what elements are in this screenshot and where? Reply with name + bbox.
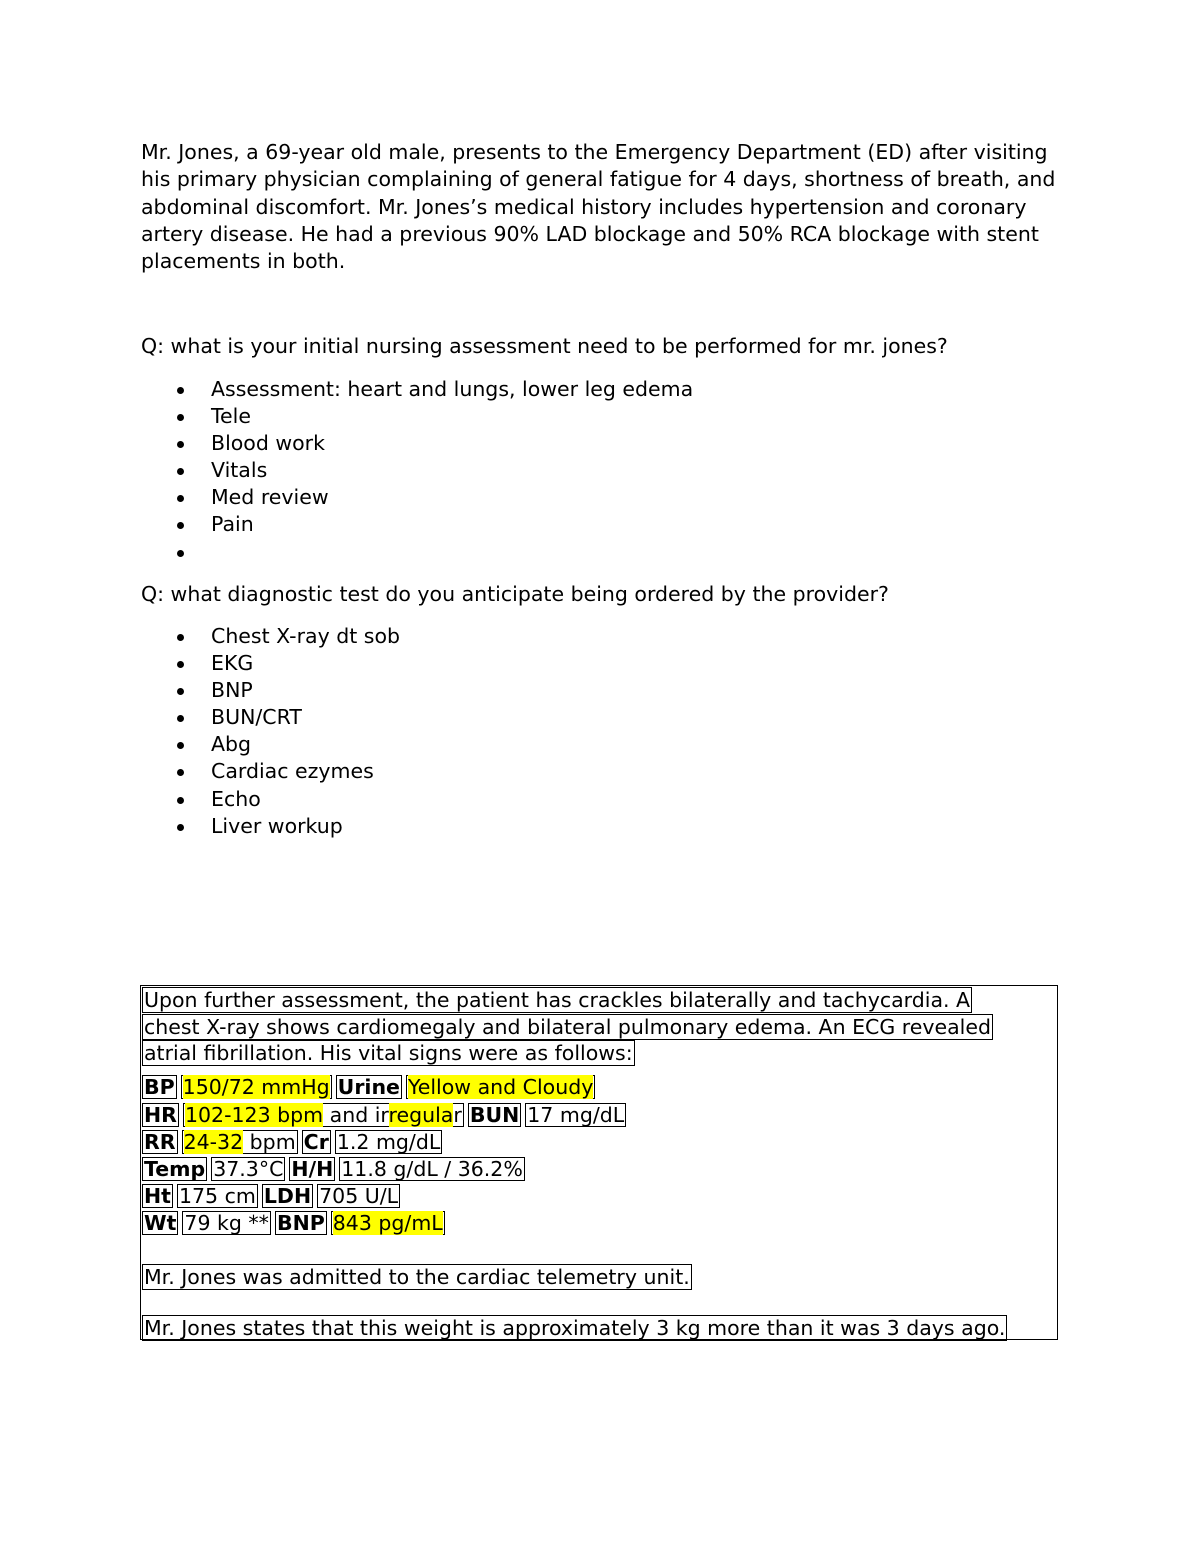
bullet-icon bbox=[177, 550, 184, 557]
list-item: BUN/CRT bbox=[141, 704, 400, 731]
vitals-row-bp bbox=[142, 1075, 599, 1101]
vital-value-rr: 24-32 bpm bbox=[183, 1130, 296, 1154]
vital-value-ldh: 705 U/L bbox=[319, 1184, 399, 1208]
list-item: Blood work bbox=[141, 430, 693, 457]
vital-label-rr: RR bbox=[144, 1130, 176, 1154]
vital-label-urine: Urine bbox=[337, 1075, 400, 1099]
bullet-icon bbox=[177, 797, 184, 804]
vital-value-bp: 150/72 mmHg bbox=[182, 1075, 330, 1099]
vital-value-cr: 1.2 mg/dL bbox=[336, 1130, 441, 1154]
list-item-empty bbox=[141, 539, 693, 566]
vital-value-wt: 79 kg ** bbox=[184, 1211, 269, 1235]
bullet-icon bbox=[177, 742, 184, 749]
vital-value-hr: 102-123 bpm and irregular bbox=[184, 1103, 462, 1127]
initial-assessment-list bbox=[141, 376, 693, 566]
list-item: Tele bbox=[141, 403, 693, 430]
bullet-icon bbox=[177, 468, 184, 475]
case-text-line: Upon further assessment, the patient has crackles bilaterally and tachycardia. A bbox=[144, 988, 971, 1012]
list-item: Echo bbox=[141, 786, 400, 813]
bullet-icon bbox=[177, 824, 184, 831]
vitals-row-temp bbox=[142, 1157, 529, 1183]
case-text-line: chest X-ray shows cardiomegaly and bilateral pulmonary edema. An ECG revealed bbox=[144, 1015, 991, 1039]
list-item: Assessment: heart and lungs, lower leg edema bbox=[141, 376, 693, 403]
bullet-icon bbox=[177, 688, 184, 695]
list-item: Abg bbox=[141, 731, 400, 758]
vital-label-temp: Temp bbox=[144, 1157, 206, 1181]
list-item: Pain bbox=[141, 511, 693, 538]
list-item: Cardiac ezymes bbox=[141, 758, 400, 785]
question-initial-assessment: Q: what is your initial nursing assessment need to be performed for mr. jones? bbox=[141, 334, 948, 358]
vital-label-bnp: BNP bbox=[276, 1211, 325, 1235]
case-text-line: atrial fibrillation. His vital signs were as follows: bbox=[144, 1041, 633, 1065]
case-study-box bbox=[140, 985, 1058, 1340]
bullet-icon bbox=[177, 715, 184, 722]
vital-label-cr: Cr bbox=[303, 1130, 329, 1154]
bullet-icon bbox=[177, 634, 184, 641]
weight-note: Mr. Jones states that this weight is approximately 3 kg more than it was 3 days ago. bbox=[144, 1316, 1006, 1340]
vital-label-ht: Ht bbox=[144, 1184, 171, 1208]
bullet-icon bbox=[177, 661, 184, 668]
vitals-row-wt bbox=[142, 1211, 449, 1237]
admission-note: Mr. Jones was admitted to the cardiac telemetry unit. bbox=[144, 1265, 690, 1289]
question-diagnostic-tests: Q: what diagnostic test do you anticipate being ordered by the provider? bbox=[141, 582, 889, 606]
list-item: Chest X-ray dt sob bbox=[141, 623, 400, 650]
list-item: EKG bbox=[141, 650, 400, 677]
vitals-row-ht bbox=[142, 1184, 404, 1210]
vital-label-hh: H/H bbox=[291, 1157, 334, 1181]
case-intro-paragraph: Mr. Jones, a 69-year old male, presents to the Emergency Department (ED) after visiting his primary physician complaining of general fatigue for 4 days, shortness of breath, and abdominal discomfort. Mr. Jones’s medical history includes hypertension and coronary artery disease. He had a previous 90% LAD blockage and 50% RCA blockage with stent placements in both. bbox=[141, 140, 1056, 274]
bullet-icon bbox=[177, 522, 184, 529]
vital-label-hr: HR bbox=[144, 1103, 177, 1127]
vital-value-bnp: 843 pg/mL bbox=[332, 1211, 443, 1235]
vital-value-temp: 37.3°C bbox=[213, 1157, 284, 1181]
vital-value-urine: Yellow and Cloudy bbox=[407, 1075, 594, 1099]
bullet-icon bbox=[177, 414, 184, 421]
diagnostic-tests-list bbox=[141, 623, 400, 840]
vital-label-wt: Wt bbox=[144, 1211, 177, 1235]
vital-label-bp: BP bbox=[144, 1075, 175, 1099]
list-item: BNP bbox=[141, 677, 400, 704]
vital-value-ht: 175 cm bbox=[178, 1184, 256, 1208]
list-item: Med review bbox=[141, 484, 693, 511]
list-item: Vitals bbox=[141, 457, 693, 484]
bullet-icon bbox=[177, 387, 184, 394]
list-item: Liver workup bbox=[141, 813, 400, 840]
bullet-icon bbox=[177, 769, 184, 776]
vital-value-hh: 11.8 g/dL / 36.2% bbox=[341, 1157, 523, 1181]
bullet-icon bbox=[177, 441, 184, 448]
bullet-icon bbox=[177, 495, 184, 502]
vital-value-bun: 17 mg/dL bbox=[527, 1103, 625, 1127]
vital-label-ldh: LDH bbox=[263, 1184, 312, 1208]
vitals-row-hr bbox=[142, 1103, 630, 1129]
vitals-row-rr bbox=[142, 1130, 446, 1156]
vital-label-bun: BUN bbox=[469, 1103, 520, 1127]
